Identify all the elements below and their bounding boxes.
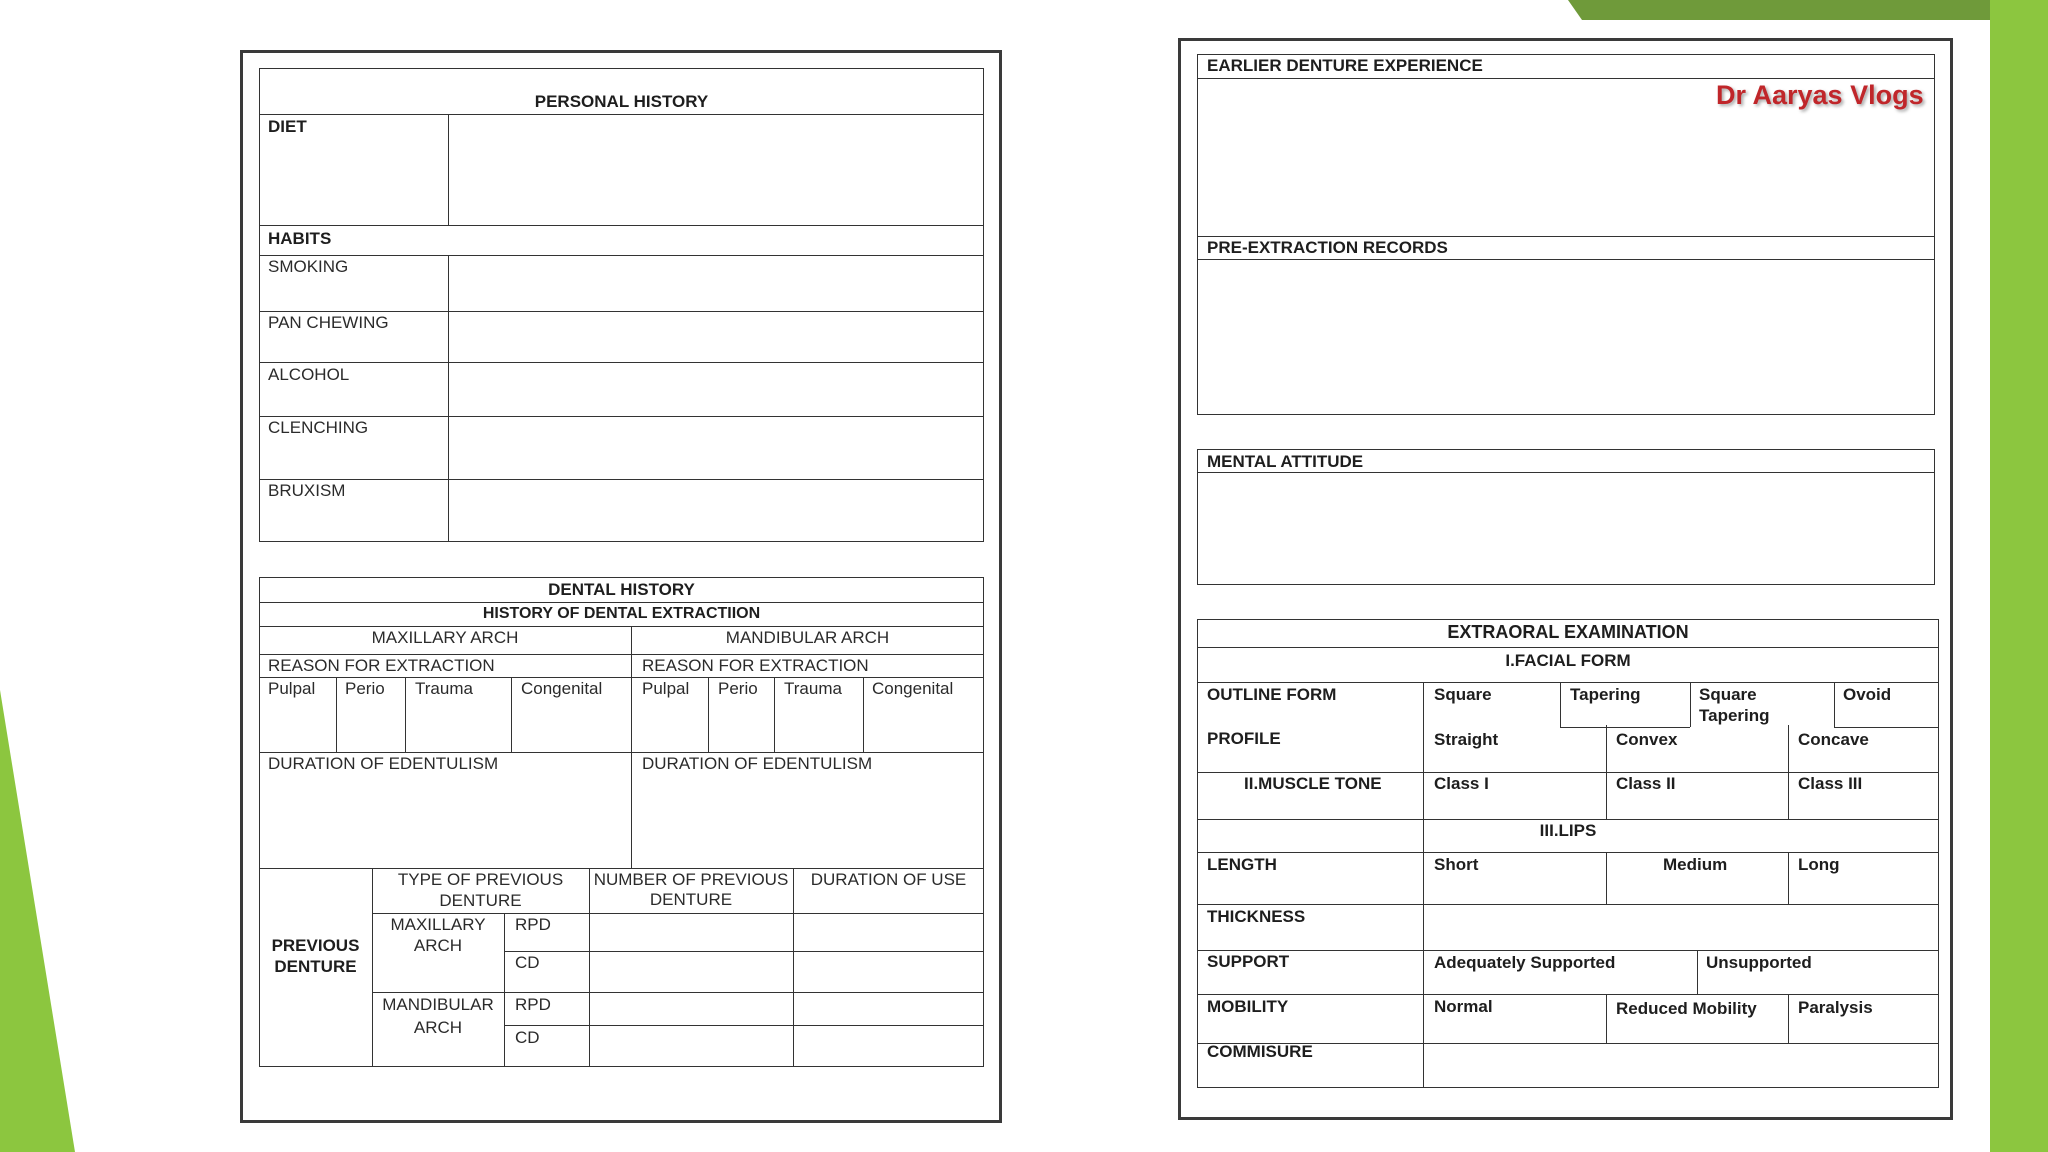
mandibular-rpd-label: RPD bbox=[515, 995, 551, 1014]
support-adequate[interactable]: Adequately Supported bbox=[1434, 953, 1616, 972]
mand-reason-perio: Perio bbox=[718, 679, 758, 698]
maxillary-duration-label: DURATION OF EDENTULISM bbox=[268, 754, 499, 773]
length-short[interactable]: Short bbox=[1434, 855, 1479, 874]
maxillary-arch-header: MAXILLARY ARCH bbox=[371, 628, 519, 647]
outline-form-label: OUTLINE FORM bbox=[1207, 685, 1337, 704]
commisure-label: COMMISURE bbox=[1207, 1042, 1313, 1061]
muscle-tone-label: II.MUSCLE TONE bbox=[1244, 774, 1382, 793]
facial-form-header: I.FACIAL FORM bbox=[1505, 651, 1631, 670]
previous-denture-label-2: DENTURE bbox=[274, 957, 357, 976]
habit-bruxism-label: BRUXISM bbox=[268, 481, 346, 500]
maxillary-rpd-label: RPD bbox=[515, 915, 551, 934]
lips-header: III.LIPS bbox=[1539, 821, 1597, 840]
number-prev-denture-1: NUMBER OF PREVIOUS bbox=[593, 870, 789, 889]
personal-history-title: PERSONAL HISTORY bbox=[534, 92, 709, 111]
max-reason-pulpal: Pulpal bbox=[268, 679, 316, 698]
mobility-normal[interactable]: Normal bbox=[1434, 997, 1493, 1016]
profile-label: PROFILE bbox=[1207, 729, 1281, 748]
mandibular-arch-header: MANDIBULAR ARCH bbox=[725, 628, 890, 647]
profile-straight[interactable]: Straight bbox=[1434, 730, 1499, 749]
outline-tapering[interactable]: Tapering bbox=[1570, 685, 1641, 704]
mand-reason-trauma: Trauma bbox=[784, 679, 842, 698]
mandibular-cd-label: CD bbox=[515, 1028, 540, 1047]
watermark: Dr Aaryas Vlogs bbox=[1716, 80, 1924, 110]
outline-square[interactable]: Square bbox=[1434, 685, 1492, 704]
number-prev-denture-2: DENTURE bbox=[649, 890, 733, 909]
mand-reason-pulpal: Pulpal bbox=[642, 679, 690, 698]
mandibular-reason-label: REASON FOR EXTRACTION bbox=[642, 656, 869, 675]
max-reason-trauma: Trauma bbox=[415, 679, 473, 698]
outline-square-tapering-1[interactable]: Square bbox=[1699, 685, 1757, 704]
duration-of-use-header: DURATION OF USE bbox=[810, 870, 967, 889]
length-label: LENGTH bbox=[1207, 855, 1277, 874]
diet-label: DIET bbox=[268, 117, 307, 136]
type-prev-denture-2: DENTURE bbox=[439, 891, 522, 910]
pre-extraction-records-label: PRE-EXTRACTION RECORDS bbox=[1207, 238, 1448, 257]
max-reason-congenital: Congenital bbox=[521, 679, 603, 698]
alcohol-field[interactable] bbox=[449, 363, 983, 415]
muscle-class-2[interactable]: Class II bbox=[1616, 774, 1676, 793]
muscle-class-1[interactable]: Class I bbox=[1434, 774, 1489, 793]
type-prev-denture-1: TYPE OF PREVIOUS bbox=[397, 870, 564, 889]
diet-field[interactable] bbox=[449, 115, 983, 224]
pre-extraction-records-field[interactable] bbox=[1198, 260, 1934, 414]
maxillary-reason-label: REASON FOR EXTRACTION bbox=[268, 656, 495, 675]
left-green-shape bbox=[0, 690, 75, 1152]
habit-clenching-label: CLENCHING bbox=[268, 418, 369, 437]
muscle-class-3[interactable]: Class III bbox=[1798, 774, 1863, 793]
mandibular-duration-label: DURATION OF EDENTULISM bbox=[642, 754, 873, 773]
dental-history-title: DENTAL HISTORY bbox=[548, 580, 695, 599]
habit-alcohol-label: ALCOHOL bbox=[268, 365, 350, 384]
maxillary-arch-row-1: MAXILLARY bbox=[390, 915, 486, 934]
bruxism-field[interactable] bbox=[449, 480, 983, 541]
clenching-field[interactable] bbox=[449, 417, 983, 478]
maxillary-cd-label: CD bbox=[515, 953, 540, 972]
thickness-field[interactable] bbox=[1424, 905, 1938, 949]
habits-label: HABITS bbox=[268, 229, 332, 248]
extraoral-title: EXTRAORAL EXAMINATION bbox=[1447, 622, 1689, 642]
outline-square-tapering-2[interactable]: Tapering bbox=[1699, 706, 1770, 725]
length-long[interactable]: Long bbox=[1798, 855, 1840, 874]
support-label: SUPPORT bbox=[1207, 952, 1290, 971]
thickness-label: THICKNESS bbox=[1207, 907, 1306, 926]
dental-extraction-subtitle: HISTORY OF DENTAL EXTRACTIION bbox=[482, 605, 761, 622]
mental-attitude-label: MENTAL ATTITUDE bbox=[1207, 452, 1364, 471]
pan-chewing-field[interactable] bbox=[449, 312, 983, 362]
right-green-bar bbox=[1990, 0, 2048, 1152]
profile-concave[interactable]: Concave bbox=[1798, 730, 1869, 749]
profile-convex[interactable]: Convex bbox=[1616, 730, 1678, 749]
mobility-label: MOBILITY bbox=[1207, 997, 1289, 1016]
mobility-reduced[interactable]: Reduced Mobility bbox=[1616, 999, 1757, 1018]
mental-attitude-field[interactable] bbox=[1198, 473, 1934, 584]
commisure-field[interactable] bbox=[1424, 1044, 1938, 1087]
mand-reason-congenital: Congenital bbox=[872, 679, 954, 698]
mandibular-arch-row-1: MANDIBULAR bbox=[382, 995, 494, 1014]
outline-ovoid[interactable]: Ovoid bbox=[1843, 685, 1892, 704]
smoking-field[interactable] bbox=[449, 256, 983, 310]
maxillary-arch-row-2: ARCH bbox=[413, 936, 463, 955]
habit-pan-chewing-label: PAN CHEWING bbox=[268, 313, 389, 332]
mandibular-duration-field[interactable] bbox=[632, 778, 983, 867]
previous-denture-label-1: PREVIOUS bbox=[271, 936, 360, 955]
mobility-paralysis[interactable]: Paralysis bbox=[1798, 998, 1873, 1017]
mandibular-arch-row-2: ARCH bbox=[413, 1018, 463, 1037]
habit-smoking-label: SMOKING bbox=[268, 257, 349, 276]
length-medium[interactable]: Medium bbox=[1663, 855, 1728, 874]
support-unsupported[interactable]: Unsupported bbox=[1706, 953, 1812, 972]
max-reason-perio: Perio bbox=[345, 679, 385, 698]
top-right-green-shape bbox=[1568, 0, 2048, 20]
earlier-denture-experience-label: EARLIER DENTURE EXPERIENCE bbox=[1207, 56, 1483, 75]
maxillary-duration-field[interactable] bbox=[260, 778, 630, 867]
